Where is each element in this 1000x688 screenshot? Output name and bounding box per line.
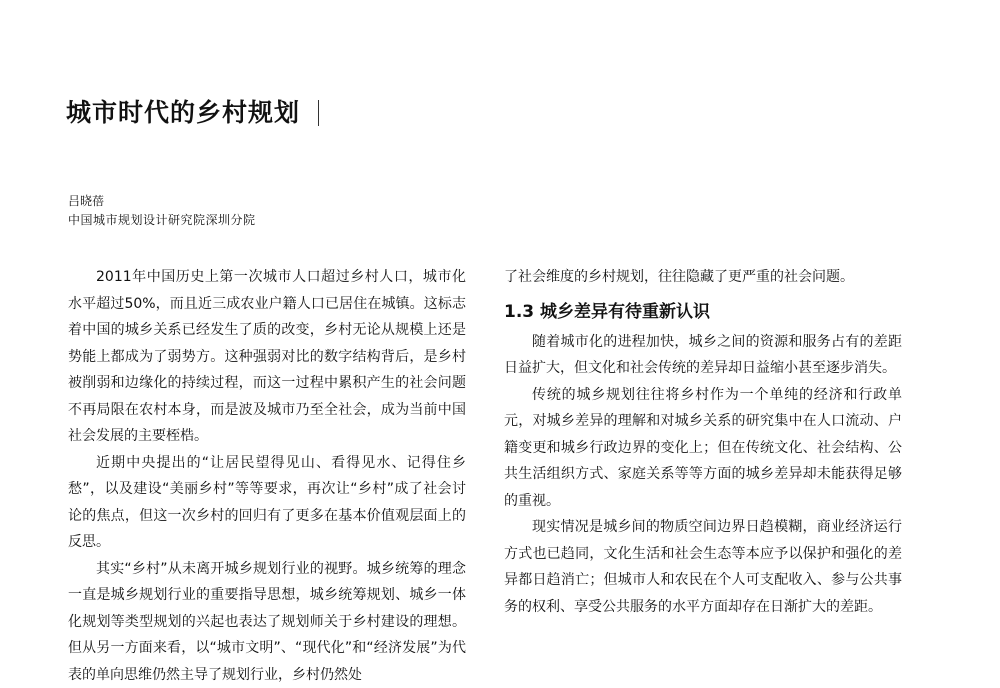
paragraph: 近期中央提出的“让居民望得见山、看得见水、记得住乡愁”，以及建设“美丽乡村”等等要求，再次让“乡村”成了社会讨论的焦点，但这一次乡村的回归有了更多在基本价值观层面上的反思。 <box>68 450 466 556</box>
left-column <box>68 264 466 688</box>
article-title: 城市时代的乡村规划 <box>66 93 300 129</box>
paragraph: 随着城市化的进程加快，城乡之间的资源和服务占有的差距日益扩大，但文化和社会传统的差异却日益缩小甚至逐步消失。 <box>504 329 902 382</box>
paragraph: 其实“乡村”从未离开城乡规划行业的视野。城乡统筹的理念一直是城乡规划行业的重要指导思想，城乡统筹规划、城乡一体化规划等类型规划的兴起也表达了规划师关于乡村建设的理想。但从另一方面来看，以“城市文明”、“现代化”和“经济发展”为代表的单向思维仍然主导了规划行业，乡村仍然处 <box>68 556 466 688</box>
author-affiliation: 中国城市规划设计研究院深圳分院 <box>68 211 256 228</box>
author-name: 吕晓蓓 <box>68 192 104 209</box>
paragraph: 传统的城乡规划往往将乡村作为一个单纯的经济和行政单元，对城乡差异的理解和对城乡关系的研究集中在人口流动、户籍变更和城乡行政边界的变化上；但在传统文化、社会结构、公共生活组织方式、家庭关系等等方面的城乡差异却未能获得足够的重视。 <box>504 382 902 515</box>
title-divider <box>318 100 319 126</box>
section-heading: 1.3 城乡差异有待重新认识 <box>504 299 902 325</box>
right-column <box>504 264 902 620</box>
paragraph: 2011年中国历史上第一次城市人口超过乡村人口，城市化水平超过50%，而且近三成农业户籍人口已居住在城镇。这标志着中国的城乡关系已经发生了质的改变，乡村无论从规模上还是势能上都成为了弱势方。这种强弱对比的数字结构背后，是乡村被削弱和边缘化的持续过程，而这一过程中累积产生的社会问题不再局限在农村本身，而是波及城市乃至全社会，成为当前中国社会发展的主要桎梏。 <box>68 264 466 450</box>
paragraph-continuation: 了社会维度的乡村规划，往往隐藏了更严重的社会问题。 <box>504 264 902 291</box>
paragraph: 现实情况是城乡间的物质空间边界日趋模糊，商业经济运行方式也已趋同，文化生活和社会生态等本应予以保护和强化的差异都日趋消亡；但城市人和农民在个人可支配收入、参与公共事务的权利、享受公共服务的水平方面却存在日渐扩大的差距。 <box>504 514 902 620</box>
